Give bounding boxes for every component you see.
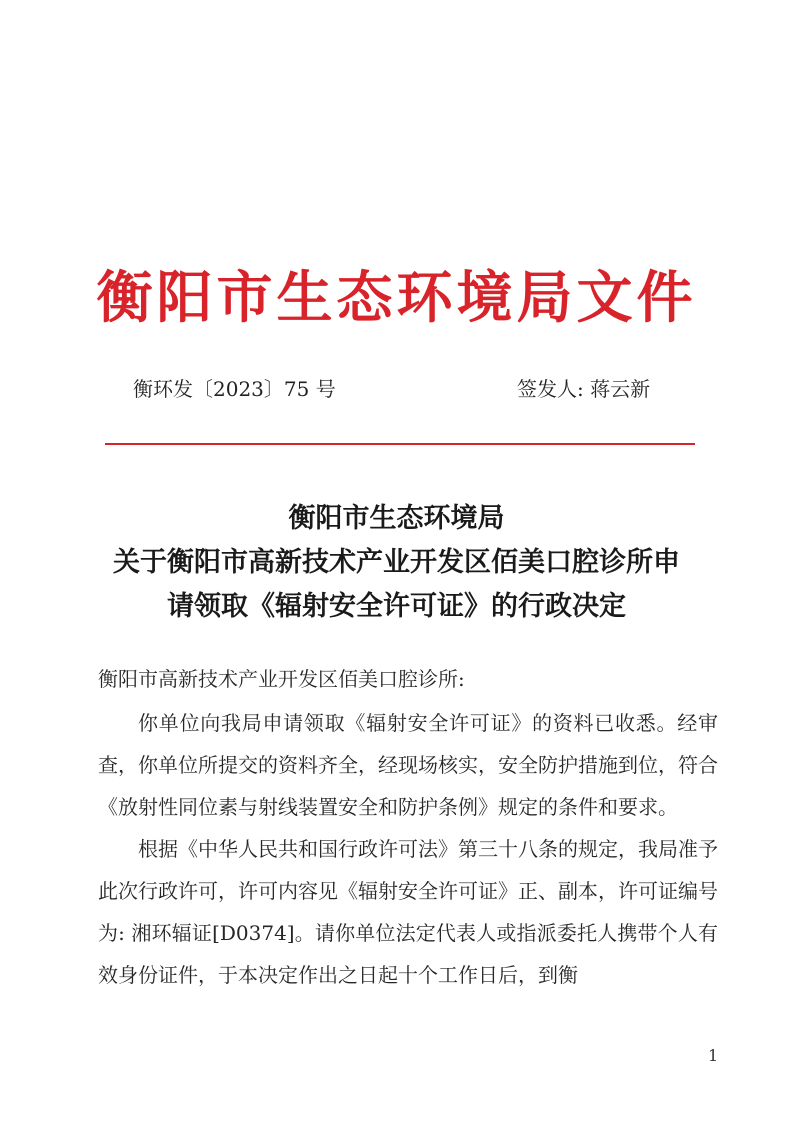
signer: 签发人: 蒋云新	[517, 377, 651, 401]
addressee: 衡阳市高新技术产业开发区佰美口腔诊所:	[98, 667, 465, 691]
document-body	[98, 658, 718, 996]
red-separator-line	[105, 443, 695, 445]
title-line-3: 请领取《辐射安全许可证》的行政决定	[167, 591, 626, 622]
page-number: 1	[708, 1046, 719, 1065]
document-title	[40, 497, 753, 629]
body-paragraph-2: 根据《中华人民共和国行政许可法》第三十八条的规定，我局准予此次行政许可，许可内容见《辐射安全许可证》正、副本，许可证编号为: 湘环辐证[D0374]。请你单位法定代表人或指派委托人携带个人有效身份证件，于本决定作出之日起十个工作日后，到衡	[98, 837, 718, 987]
body-paragraph-1: 你单位向我局申请领取《辐射安全许可证》的资料已收悉。经审查，你单位所提交的资料齐全，经现场核实，安全防护措施到位，符合《放射性同位素与射线装置安全和防护条例》规定的条件和要求。	[98, 711, 718, 819]
title-line-2: 关于衡阳市高新技术产业开发区佰美口腔诊所申	[113, 547, 680, 578]
title-line-1: 衡阳市生态环境局	[288, 503, 505, 534]
masthead-title: 衡阳市生态环境局文件	[96, 265, 697, 331]
document-number: 衡环发〔2023〕75 号	[133, 377, 336, 401]
